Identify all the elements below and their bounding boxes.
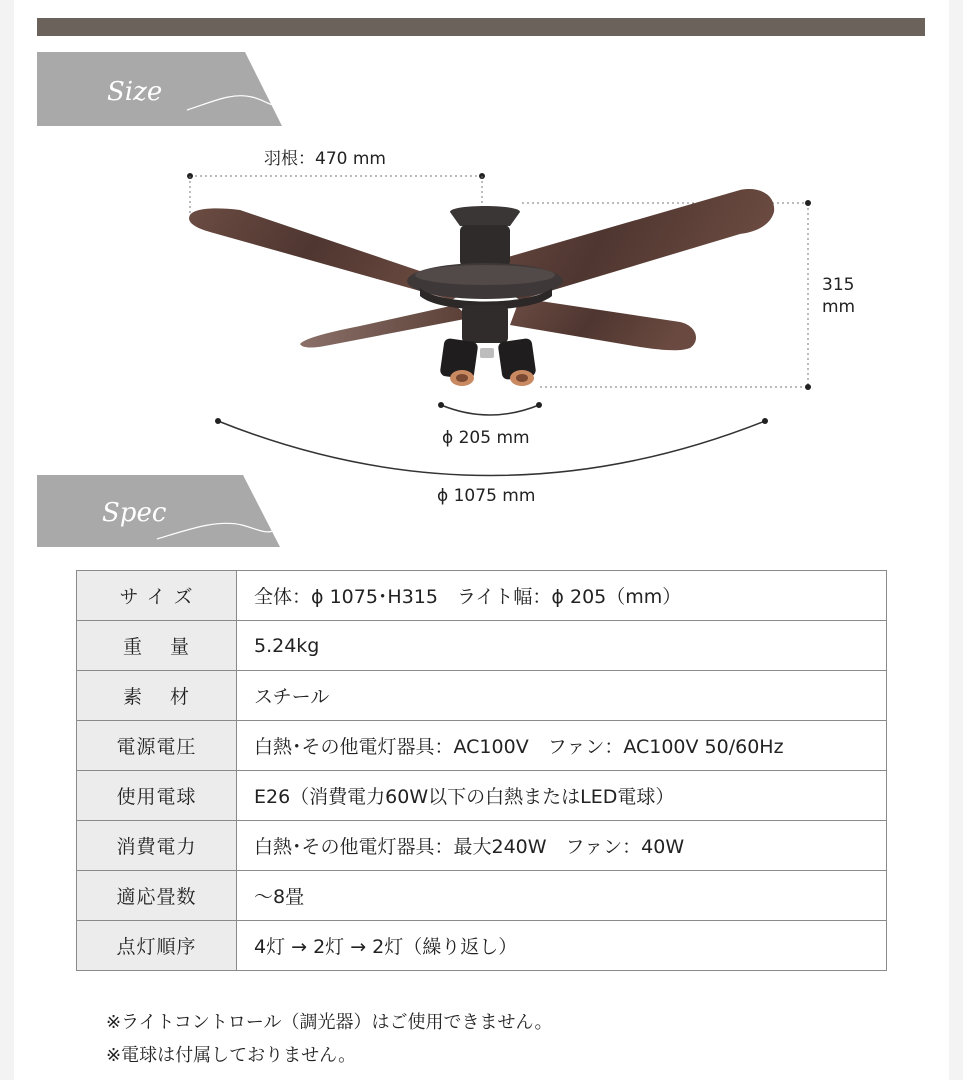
spec-key-lighting-order: 点灯順序 [77,921,237,971]
table-row [77,571,887,621]
spec-key-power: 消費電力 [77,821,237,871]
table-row [77,621,887,671]
spec-key-material: 素 材 [77,671,237,721]
spec-value-voltage: 白熱･その他電灯器具：AC100V ファン：AC100V 50/60Hz [237,721,887,771]
light-sockets [440,338,537,386]
light-width-dimension [438,402,542,415]
spec-key-room-size: 適応畳数 [77,871,237,921]
note-dimmer: ※ライトコントロール（調光器）はご使用できません。 [106,1012,553,1033]
spec-value-weight: 5.24kg [237,621,887,671]
height-value: 315 [822,275,855,295]
table-row [77,721,887,771]
spec-table [76,570,887,971]
spec-value-material: スチール [237,671,887,721]
size-section-label: Size [107,77,163,107]
table-row [77,771,887,821]
height-unit: mm [822,297,856,317]
spec-key-size: サ イ ズ [77,571,237,621]
spec-key-weight: 重 量 [77,621,237,671]
note-bulb: ※電球は付属しておりません。 [106,1045,357,1066]
spec-value-bulb: E26（消費電力60W以下の白熱またはLED電球） [237,771,887,821]
total-width-label: ϕ 1075 mm [437,486,536,506]
spec-key-voltage: 電源電圧 [77,721,237,771]
spec-section-label: Spec [102,498,167,528]
spec-key-bulb: 使用電球 [77,771,237,821]
spec-value-power: 白熱･その他電灯器具：最大240W ファン：40W [237,821,887,871]
spec-value-lighting-order: 4灯 → 2灯 → 2灯（繰り返し） [237,921,887,971]
table-row [77,871,887,921]
table-row [77,671,887,721]
light-width-label: ϕ 205 mm [442,428,530,448]
height-label [822,274,855,318]
spec-value-size: 全体：ϕ 1075･H315 ライト幅：ϕ 205（mm） [237,571,887,621]
table-row [77,921,887,971]
spec-value-room-size: ～8畳 [237,871,887,921]
table-row [77,821,887,871]
blade-length-label: 羽根：470 mm [264,149,386,169]
